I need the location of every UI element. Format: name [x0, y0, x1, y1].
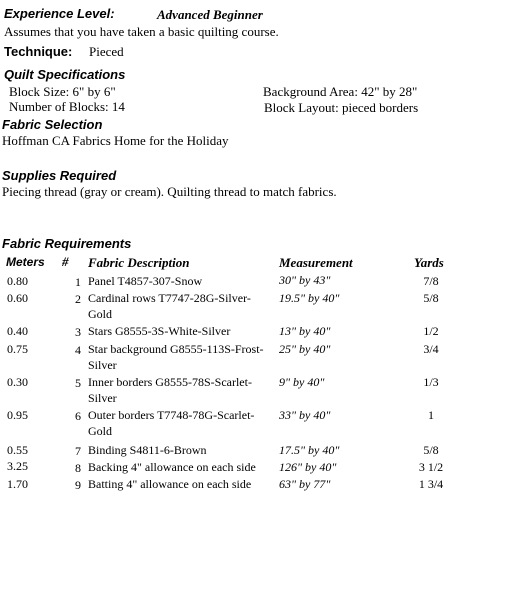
col-meters: Meters — [6, 255, 45, 269]
row-9-yards: 1 3/4 — [418, 477, 444, 491]
row-4-number: 4 — [75, 343, 81, 357]
experience-value: Advanced Beginner — [157, 7, 263, 22]
supplies-text: Piecing thread (gray or cream). Quilting thread to match fabrics. — [2, 184, 337, 199]
row-7-yards: 5/8 — [423, 443, 439, 457]
row-4-yards: 3/4 — [423, 342, 439, 356]
row-7-meters: 0.55 — [7, 443, 28, 457]
quilt-specs-heading: Quilt Specifications — [4, 67, 126, 82]
row-3-description: Stars G8555-3S-White-Silver — [88, 324, 231, 338]
row-8-description: Backing 4" allowance on each side — [88, 460, 256, 474]
row-1-measurement: 30" by 43" — [279, 273, 331, 287]
fabric-selection-heading: Fabric Selection — [2, 117, 103, 132]
row-9-description: Batting 4" allowance on each side — [88, 477, 252, 491]
number-of-blocks: Number of Blocks: 14 — [9, 99, 125, 114]
row-5-yards: 1/3 — [423, 375, 439, 389]
row-2-yards: 5/8 — [423, 291, 439, 305]
row-4-description: Star background G8555-113S-Frost-Silver — [88, 342, 264, 372]
row-3-yards: 1/2 — [423, 324, 439, 338]
block-size: Block Size: 6" by 6" — [9, 84, 116, 99]
row-1-yards: 7/8 — [423, 274, 439, 288]
row-6-meters: 0.95 — [7, 408, 28, 422]
row-8-measurement: 126" by 40" — [279, 460, 337, 474]
col-number: # — [62, 254, 69, 269]
row-6-description: Outer borders T7748-78G-Scarlet-Gold — [88, 408, 255, 438]
row-4-measurement: 25" by 40" — [279, 342, 331, 356]
col-description: Fabric Description — [88, 255, 190, 270]
row-8-meters: 3.25 — [7, 459, 28, 473]
row-1-number: 1 — [75, 275, 81, 289]
row-9-number: 9 — [75, 478, 81, 492]
row-5-description: Inner borders G8555-78S-Scarlet-Silver — [88, 375, 252, 405]
row-3-number: 3 — [75, 325, 81, 339]
fabric-selection-text: Hoffman CA Fabrics Home for the Holiday — [2, 133, 229, 148]
col-yards: Yards — [414, 255, 444, 270]
row-2-number: 2 — [75, 292, 81, 306]
row-1-meters: 0.80 — [7, 274, 28, 288]
row-8-yards: 3 1/2 — [418, 460, 444, 474]
col-measurement: Measurement — [279, 255, 353, 270]
row-7-description: Binding S4811-6-Brown — [88, 443, 207, 457]
row-1-description: Panel T4857-307-Snow — [88, 274, 203, 288]
block-layout: Block Layout: pieced borders — [264, 100, 419, 115]
row-2-description: Cardinal rows T7747-28G-Silver-Gold — [88, 291, 251, 321]
row-9-meters: 1.70 — [7, 477, 28, 491]
experience-note: Assumes that you have taken a basic quilting course. — [4, 24, 279, 39]
row-3-measurement: 13" by 40" — [279, 324, 331, 338]
technique-label: Technique: — [4, 44, 73, 59]
row-4-meters: 0.75 — [7, 342, 28, 356]
row-8-number: 8 — [75, 461, 81, 475]
row-6-measurement: 33" by 40" — [279, 408, 331, 422]
fabric-requirements-heading: Fabric Requirements — [2, 236, 132, 251]
row-5-number: 5 — [75, 376, 81, 390]
row-2-meters: 0.60 — [7, 291, 28, 305]
row-9-measurement: 63" by 77" — [279, 477, 331, 491]
background-area: Background Area: 42" by 28" — [263, 84, 418, 99]
experience-label: Experience Level: — [4, 6, 115, 21]
row-5-meters: 0.30 — [7, 375, 28, 389]
supplies-heading: Supplies Required — [2, 168, 117, 183]
row-6-number: 6 — [75, 409, 81, 423]
row-3-meters: 0.40 — [7, 324, 28, 338]
technique-value: Pieced — [89, 44, 124, 59]
row-6-yards: 1 — [428, 408, 434, 422]
row-7-number: 7 — [75, 444, 81, 458]
row-5-measurement: 9" by 40" — [279, 375, 325, 389]
row-7-measurement: 17.5" by 40" — [279, 443, 340, 457]
row-2-measurement: 19.5" by 40" — [279, 291, 340, 305]
